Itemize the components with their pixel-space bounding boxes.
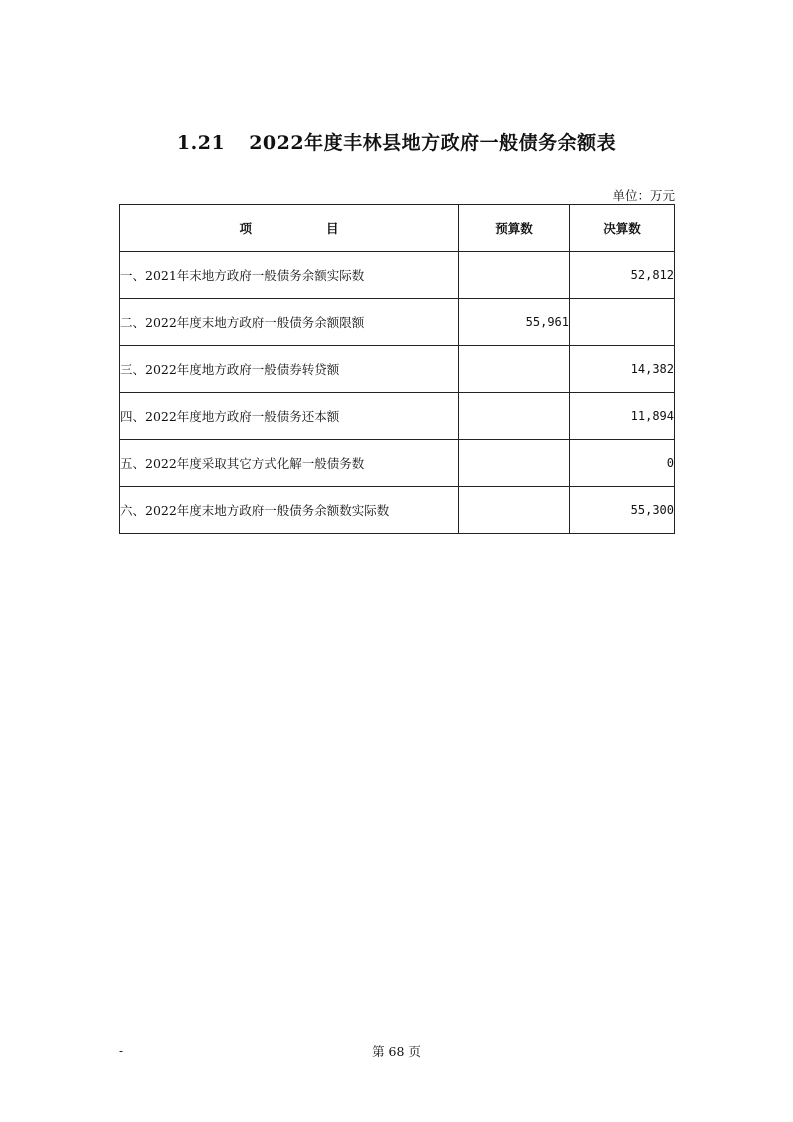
header-final: 决算数 bbox=[570, 205, 675, 252]
row-final bbox=[570, 299, 675, 346]
header-item bbox=[120, 205, 459, 252]
row-item: 六、2022年度末地方政府一般债务余额数实际数 bbox=[120, 487, 459, 534]
header-item-part1: 项 bbox=[239, 221, 252, 236]
row-budget bbox=[459, 487, 570, 534]
row-item: 一、2021年末地方政府一般债务余额实际数 bbox=[120, 252, 459, 299]
debt-balance-table bbox=[119, 204, 675, 534]
page-number: 第 68 页 bbox=[372, 1044, 421, 1059]
row-item: 四、2022年度地方政府一般债务还本额 bbox=[120, 393, 459, 440]
header-item-part2: 目 bbox=[326, 221, 339, 236]
table-row bbox=[120, 252, 675, 299]
row-budget bbox=[459, 393, 570, 440]
row-budget bbox=[459, 252, 570, 299]
table-header-row bbox=[120, 205, 675, 252]
row-final: 14,382 bbox=[570, 346, 675, 393]
row-final: 52,812 bbox=[570, 252, 675, 299]
table-row bbox=[120, 346, 675, 393]
page-title bbox=[0, 128, 793, 155]
title-text: 2022年度丰林县地方政府一般债务余额表 bbox=[249, 132, 617, 154]
footer-dash: - bbox=[119, 1044, 124, 1058]
row-budget: 55,961 bbox=[459, 299, 570, 346]
row-budget bbox=[459, 440, 570, 487]
table-row bbox=[120, 299, 675, 346]
row-final: 11,894 bbox=[570, 393, 675, 440]
row-final: 0 bbox=[570, 440, 675, 487]
section-number: 1.21 bbox=[176, 132, 226, 154]
row-item: 三、2022年度地方政府一般债券转贷额 bbox=[120, 346, 459, 393]
row-item: 二、2022年度末地方政府一般债务余额限额 bbox=[120, 299, 459, 346]
row-budget bbox=[459, 346, 570, 393]
table-row bbox=[120, 440, 675, 487]
row-final: 55,300 bbox=[570, 487, 675, 534]
header-budget: 预算数 bbox=[459, 205, 570, 252]
row-item: 五、2022年度采取其它方式化解一般债务数 bbox=[120, 440, 459, 487]
table-row bbox=[120, 393, 675, 440]
table-row bbox=[120, 487, 675, 534]
unit-label: 单位：万元 bbox=[612, 188, 675, 203]
